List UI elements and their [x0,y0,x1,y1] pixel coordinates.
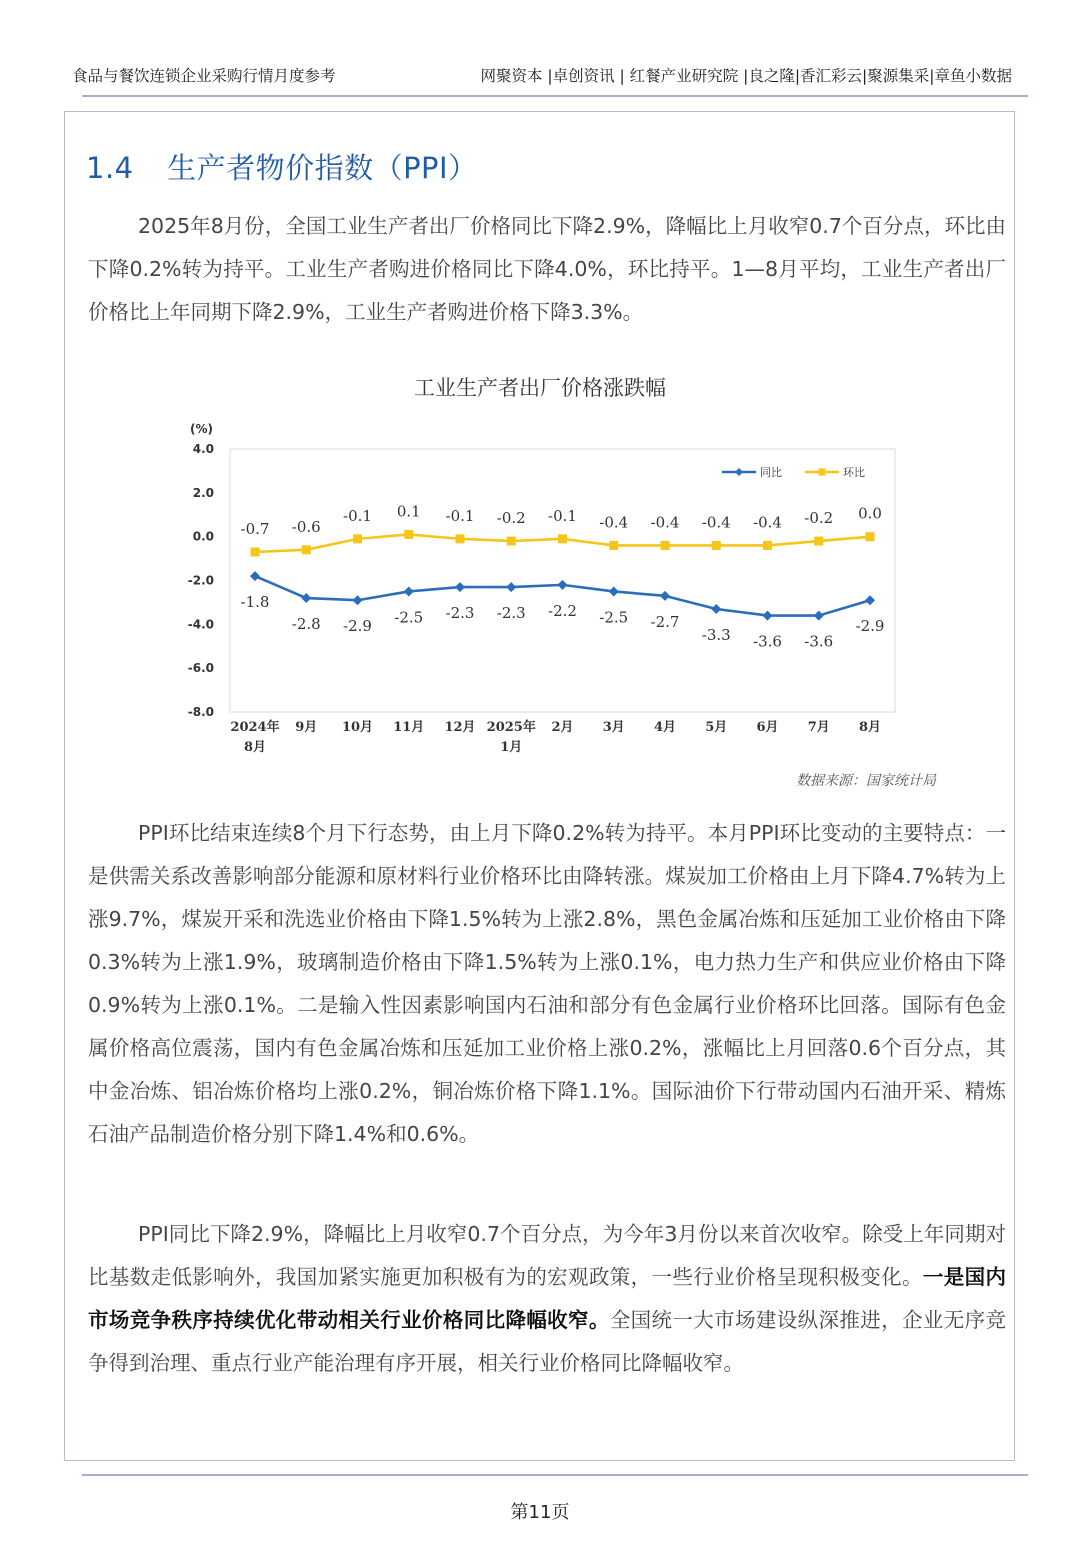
data-label-yoy: -3.6 [753,632,782,651]
y-axis-unit: (%) [190,422,213,436]
header-sources: 网聚资本 |卓创资讯 | 红餐产业研究院 |良之隆|香汇彩云|聚源集采|章鱼小数据 [480,67,1012,85]
data-label-yoy: -2.5 [394,608,424,627]
legend-marker-mom [819,469,826,476]
data-label-mom: -0.2 [496,509,526,528]
x-tick-label: 2025年 [486,720,536,735]
section-title-text: 生产者物价指数（PPI） [167,151,478,185]
data-point-yoy [506,582,516,592]
data-label-yoy: -1.8 [240,593,270,612]
data-label-mom: -0.4 [650,513,680,532]
paragraph-analysis-yoy-text: PPI同比下降2.9%，降幅比上月收窄0.7个百分点，为今年3月份以来首次收窄。除受上年同期对比基数走低影响外，我国加紧实施更加积极有为的宏观政策，一些行业价格呈现积极变化。 [88,1222,1006,1289]
paragraph-analysis-mom-text: PPI环比结束连续8个月下行态势，由上月下降0.2%转为持平。本月PPI环比变动的主要特点：一是供需关系改善影响部分能源和原材料行业价格环比由降转涨。煤炭加工价格由上月下降4.7%转为上涨9.7%，煤炭开采和洗选业价格由下降1.5%转为上涨2.8%，黑色金属冶炼和压延加工业价格由下降0.3%转为上涨1.9%，玻璃制造价格由下降1.5%转为上涨0.1%，电力热力生产和供应业价格由下降0.9%转为上涨0.1%。二是输入性因素影响国内石油和部分有色金属行业价格环比回落。国际有色金属价格高位震荡，国内有色金属冶炼和压延加工业价格上涨0.2%，涨幅比上月回落0.6个百分点，其中金冶炼、铝冶炼价格均上涨0.2%，铜冶炼价格下降1.1%。国际油价下行带动国内石油开采、精炼石油产品制造价格分别下降1.4%和0.6%。 [88,821,1006,1146]
paragraph-bold-point: 一是国内市场竞争秩序持续优化带动相关行业价格同比降幅收窄。 [88,1265,1007,1332]
data-point-mom [558,534,567,543]
data-point-mom [661,541,670,550]
data-label-mom: -0.1 [343,506,372,525]
data-label-yoy: -3.3 [701,625,731,644]
data-point-yoy [763,611,773,621]
data-point-yoy [250,571,260,581]
data-point-yoy [814,611,824,621]
ppi-line-chart [170,410,910,760]
paragraph-summary-text: 2025年8月份，全国工业生产者出厂价格同比下降2.9%，降幅比上月收窄0.7个百分点，环比由下降0.2%转为持平。工业生产者购进价格同比下降4.0%，环比持平。1—8月平均，工业生产者出厂价格比上年同期下降2.9%，工业生产者购进价格下降3.3%。 [88,214,1006,324]
x-tick-label: 2024年 [230,720,280,735]
data-point-mom [251,548,260,557]
paragraph-summary [88,205,1006,334]
y-tick-label: -4.0 [187,617,214,632]
data-label-yoy: -2.5 [599,608,629,627]
data-point-yoy [660,591,670,601]
data-point-mom [302,545,311,554]
data-label-mom: -0.4 [701,513,731,532]
section-number: 1.4 [86,151,134,185]
x-tick-label: 4月 [653,720,677,735]
paragraph-analysis-yoy-tail: 全国统一大市场建设纵深推进，企业无序竞争得到治理、重点行业产能治理有序开展，相关行业价格同比降幅收窄。 [88,1308,1007,1375]
data-label-mom: -0.4 [599,513,629,532]
legend-label-yoy: 同比 [760,466,782,479]
data-point-mom [712,541,721,550]
data-point-yoy [404,586,414,596]
data-label-yoy: -2.9 [855,617,885,636]
data-label-mom: -0.6 [291,517,321,536]
y-tick-label: 4.0 [192,442,214,456]
legend-label-mom: 环比 [843,466,865,479]
data-point-mom [507,537,516,546]
data-label-mom: -0.7 [240,520,270,539]
data-label-mom: -0.1 [548,506,577,525]
footer-divider [82,1474,1028,1476]
data-point-mom [609,541,618,550]
data-label-yoy: -2.9 [343,617,372,636]
data-point-mom [866,532,875,541]
legend-marker-yoy [735,468,743,476]
x-tick-label: 10月 [341,720,374,735]
y-tick-label: -6.0 [187,661,214,676]
header-report-title: 食品与餐饮连锁企业采购行情月度参考 [72,67,336,85]
chart-title: 工业生产者出厂价格涨跌幅 [414,376,666,400]
data-point-mom [763,541,772,550]
data-point-mom [456,534,465,543]
data-label-yoy: -2.3 [445,604,475,623]
data-label-yoy: -2.3 [496,604,526,623]
data-point-yoy [558,580,568,590]
paragraph-analysis-mom [88,812,1006,1156]
data-point-yoy [301,593,311,603]
data-label-mom: 0.1 [396,502,421,521]
x-tick-label: 6月 [756,720,779,735]
y-tick-label: 2.0 [192,485,214,500]
data-point-yoy [455,582,465,592]
data-label-yoy: -3.6 [804,632,834,651]
x-tick-label: 1月 [500,740,523,755]
data-label-yoy: -2.8 [291,615,321,634]
x-tick-label: 5月 [705,720,728,735]
data-label-mom: 0.0 [858,504,882,523]
data-point-mom [814,537,823,546]
data-point-mom [404,530,413,539]
y-tick-label: 0.0 [192,529,214,544]
y-tick-label: -2.0 [187,573,214,588]
x-tick-label: 12月 [444,720,476,735]
paragraph-analysis-yoy [88,1213,1006,1385]
data-point-yoy [609,586,619,596]
x-tick-label: 11月 [393,720,425,735]
y-tick-label: -8.0 [187,705,214,719]
x-tick-label: 7月 [807,720,830,735]
data-source: 数据来源：国家统计局 [796,773,936,789]
data-point-yoy [711,604,721,614]
data-label-yoy: -2.2 [548,601,577,620]
x-tick-label: 2月 [551,720,574,735]
page-header [72,56,1012,96]
data-point-mom [353,534,362,543]
data-label-mom: -0.1 [445,506,475,525]
data-label-yoy: -2.7 [650,612,680,631]
x-tick-label: 8月 [243,740,267,755]
section-title [86,146,478,187]
x-tick-label: 8月 [858,720,882,735]
data-label-mom: -0.4 [753,513,782,532]
x-tick-label: 9月 [295,720,318,735]
page-number: 第11页 [510,1502,570,1523]
header-divider [82,95,1028,97]
data-point-yoy [353,595,363,605]
data-point-yoy [865,595,875,605]
data-label-mom: -0.2 [804,509,834,528]
x-tick-label: 3月 [602,720,625,735]
